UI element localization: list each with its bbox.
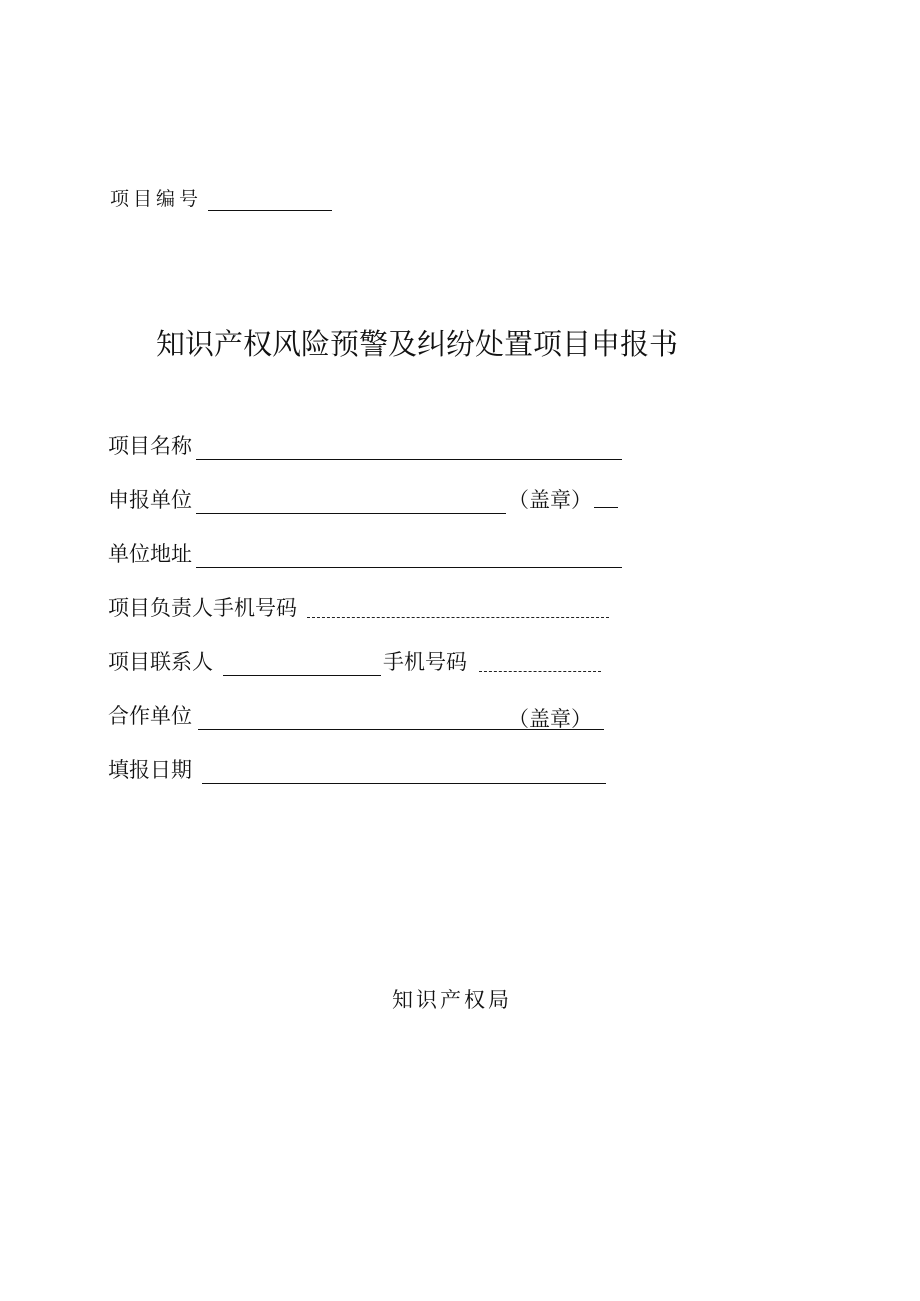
leader-phone-label: 项目负责人手机号码 — [108, 596, 297, 620]
address-row — [108, 536, 622, 568]
applicant-row — [108, 482, 618, 514]
contact-line[interactable] — [223, 649, 381, 676]
leader-phone-row — [108, 590, 609, 622]
address-label: 单位地址 — [108, 542, 192, 566]
partner-stamp-label: （盖章） — [508, 703, 592, 730]
applicant-stamp-line — [594, 493, 618, 508]
date-row — [108, 752, 606, 784]
contact-label: 项目联系人 — [108, 650, 213, 674]
project-name-row — [108, 428, 622, 460]
project-number-label: 项目编号 — [110, 188, 203, 210]
applicant-stamp-label: （盖章） — [508, 488, 592, 512]
date-label: 填报日期 — [108, 758, 192, 782]
partner-stamp-line — [592, 703, 604, 730]
partner-row — [108, 698, 604, 730]
date-line[interactable] — [202, 757, 606, 784]
partner-label: 合作单位 — [108, 704, 192, 728]
project-number-line[interactable] — [208, 188, 332, 211]
leader-phone-line[interactable] — [307, 601, 609, 618]
contact-phone-label: 手机号码 — [383, 650, 467, 674]
project-name-line[interactable] — [196, 433, 622, 460]
project-number-field — [110, 184, 332, 211]
page-title: 知识产权风险预警及纠纷处置项目申报书 — [156, 327, 679, 361]
issuing-organization: 知识产权局 — [392, 988, 512, 1012]
applicant-line[interactable] — [196, 487, 506, 514]
address-line[interactable] — [196, 541, 622, 568]
contact-phone-line[interactable] — [479, 655, 601, 672]
contact-row — [108, 644, 601, 676]
applicant-label: 申报单位 — [108, 488, 192, 512]
project-name-label: 项目名称 — [108, 434, 192, 458]
partner-line[interactable] — [198, 703, 508, 730]
